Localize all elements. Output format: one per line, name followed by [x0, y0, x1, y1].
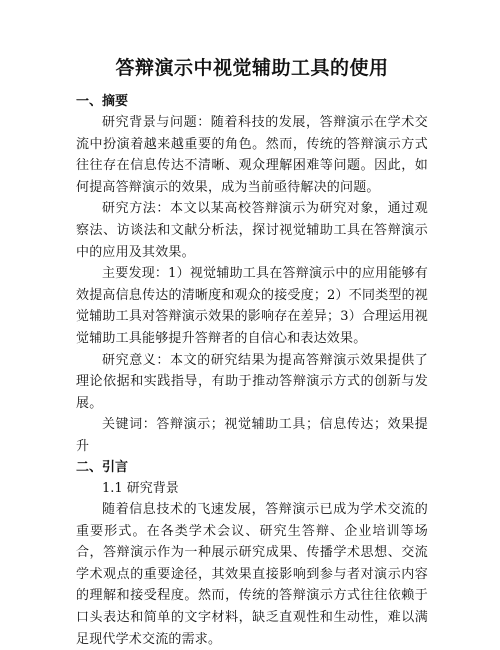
subsection-heading-research-background: 1.1 研究背景	[102, 480, 179, 496]
section-heading-introduction: 二、引言	[76, 459, 129, 475]
abstract-significance-paragraph: 研究意义：本文的研究结果为提高答辩演示效果提供了理论依据和实践指导，有助于推动答辩演示方式的创新与发展。	[76, 352, 428, 411]
document-title: 答辩演示中视觉辅助工具的使用	[115, 57, 389, 79]
abstract-findings-paragraph: 主要发现：1）视觉辅助工具在答辩演示中的应用能够有效提高信息传达的清晰度和观众的接受度；2）不同类型的视觉辅助工具对答辩演示效果的影响存在差异；3）合理运用视觉辅助工具能够提升答辩者的自信心和表达效果。	[76, 266, 428, 346]
abstract-background-paragraph: 研究背景与问题：随着科技的发展，答辩演示在学术交流中扮演着越来越重要的角色。然而，传统的答辩演示方式往往存在信息传达不清晰、观众理解困难等问题。因此，如何提高答辩演示的效果，成为当前亟待解决的问题。	[76, 115, 428, 195]
introduction-paragraph: 随着信息技术的飞速发展，答辩演示已成为学术交流的重要形式。在各类学术会议、研究生答辩、企业培训等场合，答辩演示作为一种展示研究成果、传播学术思想、交流学术观点的重要途径，其效果直接影响到参与者对演示内容的理解和接受程度。然而，传统的答辩演示方式往往依赖于口头表达和简单的文字材料，缺乏直观性和生动性，难以满足现代学术交流的需求。	[76, 502, 428, 647]
abstract-method-paragraph: 研究方法：本文以某高校答辩演示为研究对象，通过观察法、访谈法和文献分析法，探讨视觉辅助工具在答辩演示中的应用及其效果。	[76, 201, 428, 260]
keywords-line: 关键词：答辩演示；视觉辅助工具；信息传达；效果提升	[76, 417, 428, 454]
section-heading-abstract: 一、摘要	[76, 94, 129, 109]
